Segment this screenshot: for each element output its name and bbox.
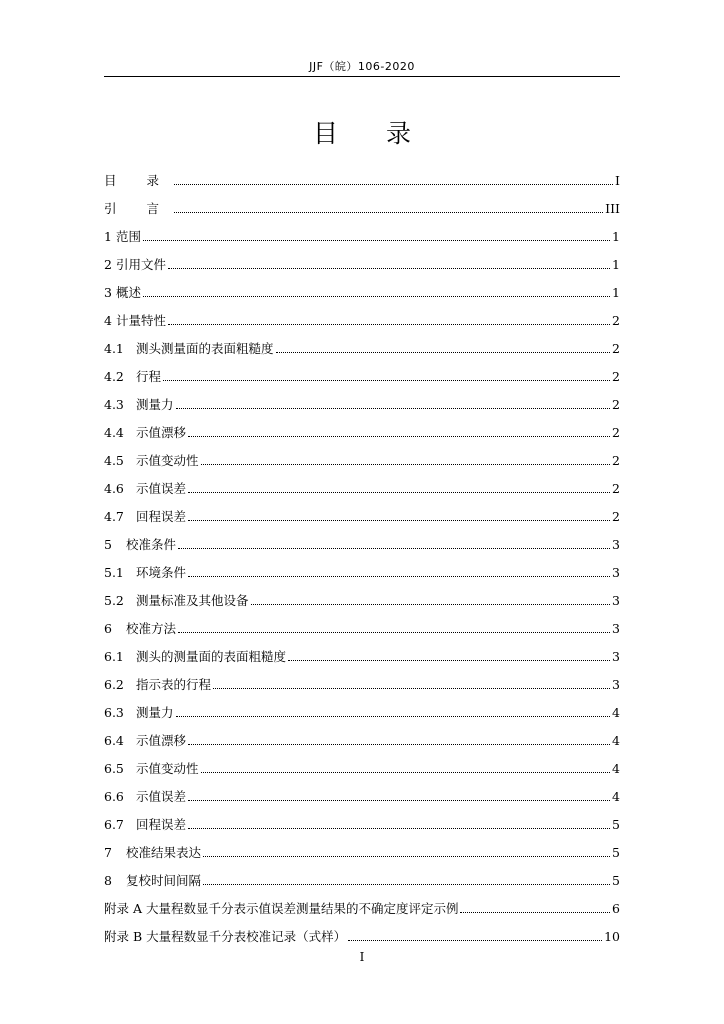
toc-entry-number: 5 — [104, 537, 112, 552]
toc-entry-label: 示值变动性 — [136, 761, 199, 776]
toc-leader — [188, 576, 610, 577]
toc-entry-number: 5.2 — [104, 593, 124, 608]
toc-entry-label: 行程 — [136, 369, 162, 384]
toc-entry[interactable] — [104, 450, 620, 478]
toc-entry-page: 5 — [612, 817, 620, 832]
toc-entry-number: 6.3 — [104, 705, 124, 720]
toc-entry-label: 范围 — [116, 229, 142, 244]
toc-entry-page: 2 — [612, 425, 620, 440]
toc-entry[interactable] — [104, 590, 620, 618]
toc-entry-page: I — [615, 173, 620, 188]
toc-leader — [251, 604, 611, 605]
toc-entry-number: 4.1 — [104, 341, 124, 356]
toc-entry-page: III — [605, 201, 620, 216]
toc-entry-page: 2 — [612, 369, 620, 384]
toc-leader — [460, 912, 610, 913]
toc-leader — [188, 828, 610, 829]
toc-entry-number: 4.7 — [104, 509, 124, 524]
toc-entry[interactable] — [104, 786, 620, 814]
toc-entry-label: 示值误差 — [136, 789, 187, 804]
toc-entry-page: 5 — [612, 873, 620, 888]
toc-entry-number: 4.2 — [104, 369, 124, 384]
toc-entry[interactable] — [104, 198, 620, 226]
toc-entry-label: 附录 B 大量程数显千分表校准记录（式样） — [104, 929, 347, 944]
toc-entry-page: 4 — [612, 761, 620, 776]
toc-entry-number: 6.4 — [104, 733, 124, 748]
toc-entry[interactable] — [104, 282, 620, 310]
toc-leader — [176, 716, 611, 717]
toc-entry-page: 6 — [612, 901, 620, 916]
toc-entry-page: 5 — [612, 845, 620, 860]
toc-entry-number: 6 — [104, 621, 112, 636]
toc-entry-label: 回程误差 — [136, 509, 187, 524]
toc-entry[interactable] — [104, 170, 620, 198]
table-of-contents — [104, 170, 620, 954]
toc-entry-page: 2 — [612, 509, 620, 524]
toc-entry-label: 引用文件 — [116, 257, 167, 272]
toc-entry-number: 1 — [104, 229, 112, 244]
toc-leader — [348, 940, 602, 941]
toc-entry-number: 2 — [104, 257, 112, 272]
page-number: I — [359, 950, 365, 964]
toc-entry[interactable] — [104, 898, 620, 926]
toc-entry-page: 3 — [612, 649, 620, 664]
toc-leader — [188, 744, 610, 745]
toc-entry-number: 6.1 — [104, 649, 124, 664]
toc-entry-label: 示值漂移 — [136, 425, 187, 440]
toc-leader — [188, 436, 610, 437]
toc-entry-label: 环境条件 — [136, 565, 187, 580]
toc-entry-page: 3 — [612, 677, 620, 692]
toc-entry-number: 6.5 — [104, 761, 124, 776]
toc-entry-label: 校准方法 — [126, 621, 177, 636]
toc-entry-number: 4.5 — [104, 453, 124, 468]
toc-entry[interactable] — [104, 478, 620, 506]
toc-entry[interactable] — [104, 254, 620, 282]
toc-entry-page: 2 — [612, 481, 620, 496]
toc-leader — [188, 800, 610, 801]
toc-entry[interactable] — [104, 310, 620, 338]
toc-leader — [188, 492, 610, 493]
toc-entry[interactable] — [104, 842, 620, 870]
toc-entry-page: 2 — [612, 453, 620, 468]
toc-entry-label: 示值误差 — [136, 481, 187, 496]
toc-entry-page: 3 — [612, 593, 620, 608]
toc-entry[interactable] — [104, 646, 620, 674]
toc-leader — [178, 548, 610, 549]
toc-entry-page: 2 — [612, 397, 620, 412]
toc-leader — [178, 632, 610, 633]
toc-entry-label: 指示表的行程 — [136, 677, 212, 692]
toc-entry[interactable] — [104, 758, 620, 786]
toc-entry[interactable] — [104, 674, 620, 702]
toc-entry[interactable] — [104, 394, 620, 422]
document-code-header: JJF（皖）106-2020 — [309, 60, 415, 73]
toc-leader — [143, 296, 610, 297]
toc-entry-page: 4 — [612, 733, 620, 748]
toc-leader — [213, 688, 610, 689]
toc-entry-page: 2 — [612, 341, 620, 356]
toc-entry-label: 测量力 — [136, 705, 174, 720]
toc-entry-page: 1 — [612, 257, 620, 272]
toc-entry-label: 校准结果表达 — [126, 845, 202, 860]
toc-entry-page: 4 — [612, 789, 620, 804]
toc-entry[interactable] — [104, 338, 620, 366]
toc-entry-page: 1 — [612, 285, 620, 300]
toc-leader — [174, 184, 613, 185]
toc-entry[interactable] — [104, 618, 620, 646]
toc-entry[interactable] — [104, 702, 620, 730]
toc-entry-page: 4 — [612, 705, 620, 720]
toc-leader — [203, 884, 610, 885]
toc-entry-label: 校准条件 — [126, 537, 177, 552]
toc-entry[interactable] — [104, 870, 620, 898]
toc-entry-number: 4.6 — [104, 481, 124, 496]
toc-entry-label: 概述 — [116, 285, 142, 300]
toc-entry-page: 3 — [612, 565, 620, 580]
toc-leader — [188, 520, 610, 521]
toc-entry-label: 目 录 — [104, 173, 172, 188]
toc-entry-label: 附录 A 大量程数显千分表示值误差测量结果的不确定度评定示例 — [104, 901, 459, 916]
toc-entry-page: 3 — [612, 537, 620, 552]
toc-entry[interactable] — [104, 422, 620, 450]
toc-entry-page: 3 — [612, 621, 620, 636]
page-title: 目 录 — [313, 119, 431, 148]
toc-entry-number: 3 — [104, 285, 112, 300]
toc-entry-page: 10 — [604, 929, 620, 944]
toc-leader — [276, 352, 611, 353]
toc-leader — [288, 660, 610, 661]
toc-leader — [176, 408, 611, 409]
toc-entry-number: 6.6 — [104, 789, 124, 804]
toc-entry-label: 引 言 — [104, 201, 172, 216]
toc-leader — [168, 324, 610, 325]
toc-entry[interactable] — [104, 814, 620, 842]
toc-leader — [174, 212, 603, 213]
toc-entry-number: 4.3 — [104, 397, 124, 412]
toc-entry-number: 7 — [104, 845, 112, 860]
toc-leader — [143, 240, 610, 241]
toc-entry-label: 复校时间间隔 — [126, 873, 202, 888]
toc-leader — [201, 464, 611, 465]
toc-entry-label: 示值变动性 — [136, 453, 199, 468]
toc-entry[interactable] — [104, 562, 620, 590]
toc-entry[interactable] — [104, 366, 620, 394]
toc-entry-number: 5.1 — [104, 565, 124, 580]
header-rule — [104, 76, 620, 77]
toc-leader — [201, 772, 611, 773]
toc-entry-label: 测头测量面的表面粗糙度 — [136, 341, 274, 356]
toc-entry[interactable] — [104, 506, 620, 534]
toc-leader — [163, 380, 610, 381]
toc-entry-number: 8 — [104, 873, 112, 888]
toc-entry-label: 测量力 — [136, 397, 174, 412]
toc-entry-number: 4.4 — [104, 425, 124, 440]
toc-entry-number: 6.2 — [104, 677, 124, 692]
toc-leader — [203, 856, 610, 857]
toc-entry-number: 4 — [104, 313, 112, 328]
toc-entry-label: 计量特性 — [116, 313, 167, 328]
toc-entry-page: 2 — [612, 313, 620, 328]
toc-entry[interactable] — [104, 730, 620, 758]
toc-entry-label: 回程误差 — [136, 817, 187, 832]
toc-leader — [168, 268, 610, 269]
toc-entry[interactable] — [104, 534, 620, 562]
toc-entry-label: 示值漂移 — [136, 733, 187, 748]
toc-entry-number: 6.7 — [104, 817, 124, 832]
toc-entry-page: 1 — [612, 229, 620, 244]
toc-entry[interactable] — [104, 226, 620, 254]
toc-entry-label: 测量标准及其他设备 — [136, 593, 249, 608]
toc-entry-label: 测头的测量面的表面粗糙度 — [136, 649, 287, 664]
